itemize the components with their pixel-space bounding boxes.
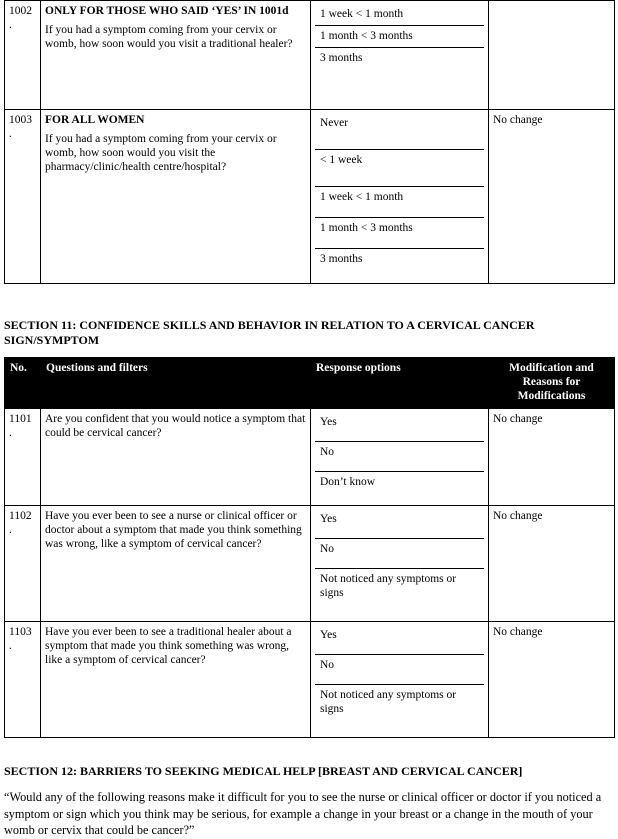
row-number-dot: . xyxy=(9,427,12,440)
response-option[interactable]: No xyxy=(315,539,484,569)
response-option[interactable]: Yes xyxy=(315,509,484,539)
response-option[interactable]: No xyxy=(315,442,484,472)
modification-cell: No change xyxy=(489,110,615,284)
header-questions: Questions and filters xyxy=(41,358,311,409)
row-number-dot: . xyxy=(9,128,12,141)
section-11-table xyxy=(4,357,615,738)
response-option[interactable]: Yes xyxy=(315,412,484,442)
header-responses: Response options xyxy=(311,358,489,409)
question-text: If you had a symptom coming from your cervix or womb, how soon would you visit the pharmacy/clinic/health centre/hospital? xyxy=(45,133,277,174)
response-option[interactable]: Yes xyxy=(315,625,484,655)
question-cell xyxy=(41,506,311,622)
question-text: Are you confident that you would notice a symptom that could be cervical cancer? xyxy=(45,413,306,440)
table-row xyxy=(5,622,615,738)
table-row xyxy=(5,409,615,506)
response-options-cell xyxy=(311,409,489,506)
response-options-cell xyxy=(311,110,489,284)
table-row xyxy=(5,1,615,110)
row-number-cell xyxy=(5,409,41,506)
header-no: No. xyxy=(5,358,41,409)
response-option[interactable]: 3 months xyxy=(320,52,363,65)
row-number-cell xyxy=(5,110,41,284)
question-text: Have you ever been to see a traditional healer about a symptom that made you think something was wrong, like a symptom of cervical cancer? xyxy=(45,626,292,667)
section-12-title: SECTION 12: BARRIERS TO SEEKING MEDICAL HELP [BREAST AND CERVICAL CANCER] xyxy=(4,764,523,779)
table-row xyxy=(5,110,615,284)
table-header-row xyxy=(5,358,615,409)
row-number: 1101 xyxy=(9,413,32,426)
response-option[interactable]: Don’t know xyxy=(320,476,376,489)
table-row xyxy=(5,506,615,622)
section-11-title: SECTION 11: CONFIDENCE SKILLS AND BEHAVIOR IN RELATION TO A CERVICAL CANCER SIGN/SYMPTOM xyxy=(4,318,535,348)
spacer xyxy=(4,779,614,789)
modification-cell: No change xyxy=(489,409,615,506)
row-number-dot: . xyxy=(9,19,12,32)
row-number: 1103 xyxy=(9,626,32,639)
row-number: 1003 xyxy=(9,114,32,127)
row-number: 1002 xyxy=(9,5,32,17)
response-options-cell xyxy=(311,506,489,622)
row-number-cell xyxy=(5,1,41,110)
question-cell xyxy=(41,110,311,284)
header-modification: Modification and Reasons for Modifications xyxy=(489,358,615,409)
response-option[interactable]: 3 months xyxy=(320,253,363,266)
section-12-paragraph: “Would any of the following reasons make it difficult for you to see the nurse or clinical officer or doctor if you noticed a symptom or sign which you think may be serious, for example a change in your breast or a change in the mouth of your womb or cervix that could be cancer?” xyxy=(4,790,602,838)
modification-cell xyxy=(489,1,615,110)
row-number: 1102 xyxy=(9,510,32,523)
modification-cell: No change xyxy=(489,622,615,738)
question-heading: FOR ALL WOMEN xyxy=(45,114,145,127)
question-text: Have you ever been to see a nurse or clinical officer or doctor about a symptom that made you think something was wrong, like a symptom of cervical cancer? xyxy=(45,510,302,551)
spacer xyxy=(4,738,614,764)
response-option[interactable]: 1 week < 1 month xyxy=(315,187,484,218)
response-option[interactable]: 1 month < 3 months xyxy=(315,26,484,48)
response-option[interactable]: No xyxy=(315,655,484,685)
modification-cell: No change xyxy=(489,506,615,622)
row-number-cell xyxy=(5,622,41,738)
response-option[interactable]: Never xyxy=(315,113,484,150)
question-cell xyxy=(41,1,311,110)
response-option[interactable]: Not noticed any symptoms or signs xyxy=(320,573,457,600)
questions-table-continued xyxy=(4,0,615,284)
spacer xyxy=(4,348,614,357)
row-number-dot: . xyxy=(9,524,12,537)
question-cell xyxy=(41,622,311,738)
spacer xyxy=(4,284,614,318)
response-options-cell xyxy=(311,1,489,110)
response-options-cell xyxy=(311,622,489,738)
question-heading: ONLY FOR THOSE WHO SAID ‘YES’ IN 1001d xyxy=(45,5,289,17)
response-option[interactable]: 1 month < 3 months xyxy=(315,218,484,249)
question-cell xyxy=(41,409,311,506)
question-text: If you had a symptom coming from your cervix or womb, how soon would you visit a traditional healer? xyxy=(45,24,293,51)
row-number-cell xyxy=(5,506,41,622)
response-option[interactable]: 1 week < 1 month xyxy=(315,4,484,26)
row-number-dot: . xyxy=(9,640,12,653)
response-option[interactable]: Not noticed any symptoms or signs xyxy=(320,689,457,716)
response-option[interactable]: < 1 week xyxy=(315,150,484,187)
